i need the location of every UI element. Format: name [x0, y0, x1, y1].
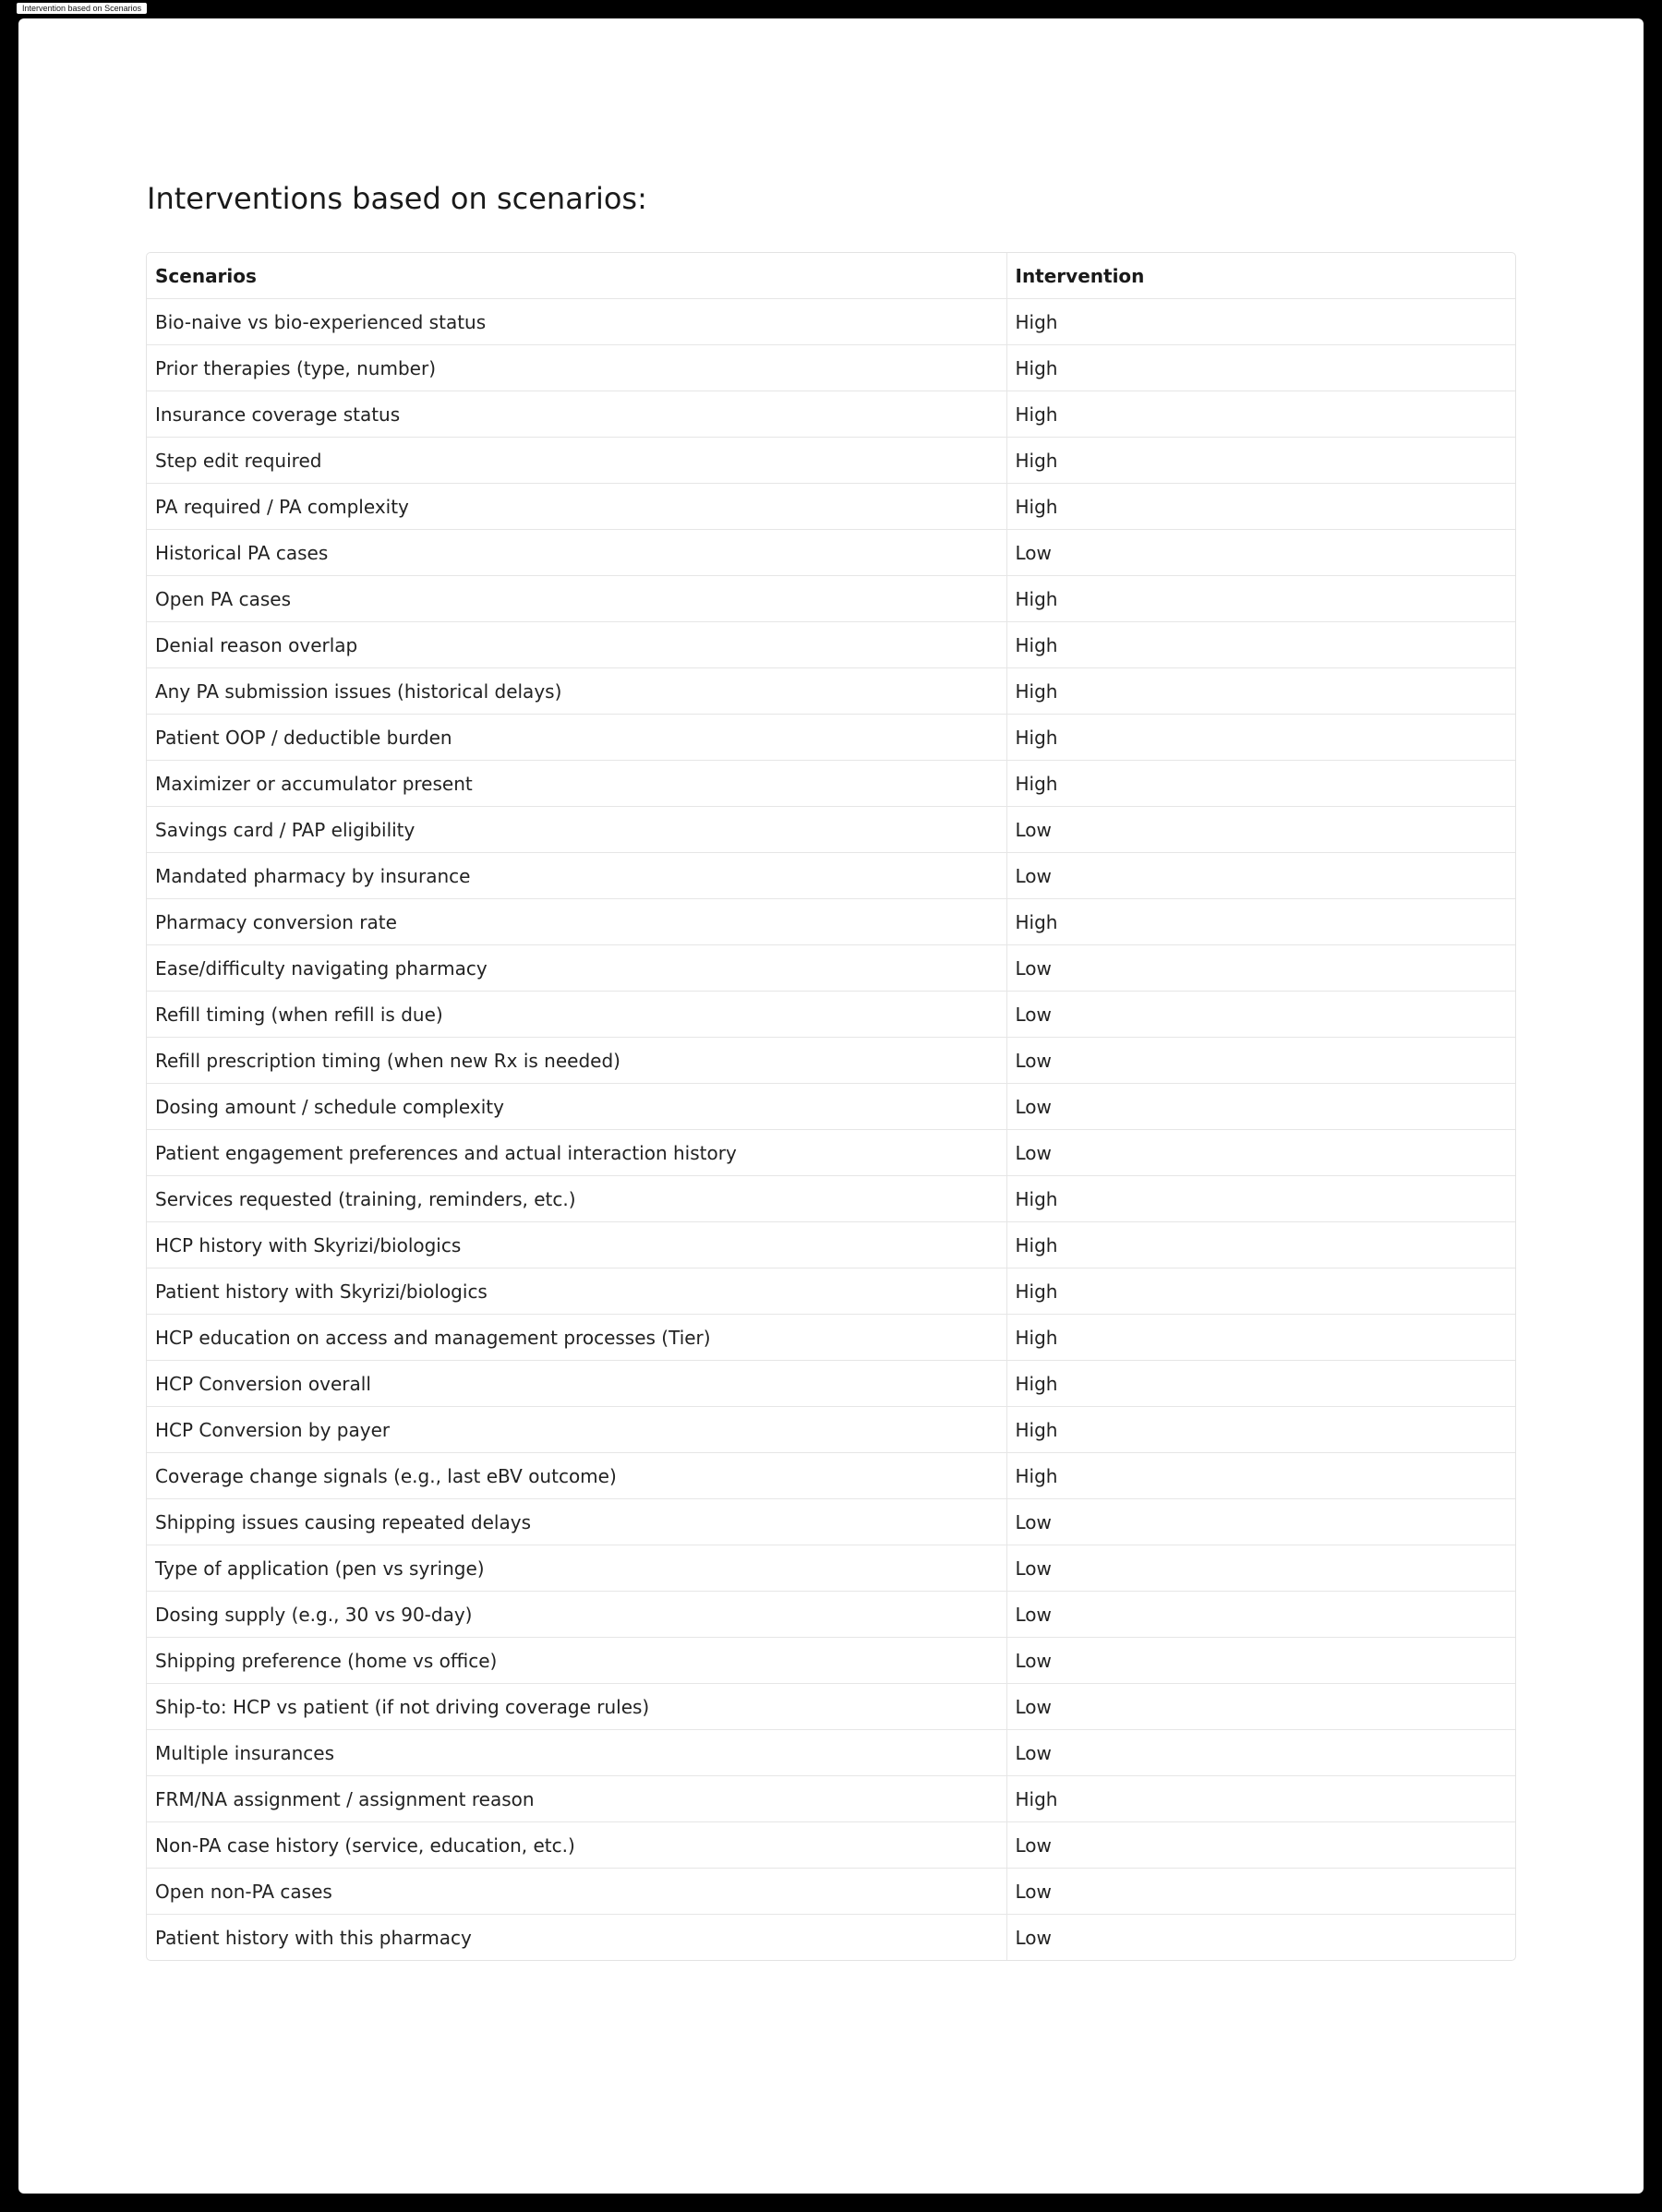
- table-row: [147, 1084, 1515, 1130]
- table-header-row: [147, 253, 1515, 299]
- intervention-cell: High: [1006, 622, 1515, 668]
- intervention-cell: Low: [1006, 992, 1515, 1038]
- window-tab[interactable]: Intervention based on Scenarios: [17, 3, 147, 14]
- scenario-cell: Denial reason overlap: [147, 622, 1006, 668]
- table-row: [147, 761, 1515, 807]
- intervention-cell: High: [1006, 761, 1515, 807]
- scenario-cell: Multiple insurances: [147, 1730, 1006, 1776]
- table-row: [147, 1222, 1515, 1268]
- scenario-cell: Step edit required: [147, 438, 1006, 484]
- intervention-cell: High: [1006, 1776, 1515, 1822]
- scenario-cell: Mandated pharmacy by insurance: [147, 853, 1006, 899]
- table-row: [147, 576, 1515, 622]
- table-row: [147, 391, 1515, 438]
- scenario-cell: Shipping issues causing repeated delays: [147, 1499, 1006, 1545]
- header-intervention: Intervention: [1006, 253, 1515, 299]
- scenarios-table-container: [146, 252, 1516, 1961]
- header-scenarios: Scenarios: [147, 253, 1006, 299]
- scenario-cell: Any PA submission issues (historical delays): [147, 668, 1006, 715]
- intervention-cell: High: [1006, 1315, 1515, 1361]
- scenario-cell: Open non-PA cases: [147, 1869, 1006, 1915]
- table-row: [147, 1822, 1515, 1869]
- intervention-cell: Low: [1006, 853, 1515, 899]
- scenario-cell: Dosing supply (e.g., 30 vs 90-day): [147, 1592, 1006, 1638]
- intervention-cell: High: [1006, 299, 1515, 345]
- table-row: [147, 1776, 1515, 1822]
- scenario-cell: Refill timing (when refill is due): [147, 992, 1006, 1038]
- intervention-cell: Low: [1015, 1926, 1052, 1949]
- scenario-cell: Services requested (training, reminders, etc.): [147, 1176, 1006, 1222]
- scenario-cell: Shipping preference (home vs office): [147, 1638, 1006, 1684]
- intervention-cell: High: [1006, 1453, 1515, 1499]
- intervention-cell: High: [1006, 668, 1515, 715]
- table-row: [147, 899, 1515, 945]
- scenario-cell: PA required / PA complexity: [147, 484, 1006, 530]
- table-row: [147, 715, 1515, 761]
- table-row: [147, 1499, 1515, 1545]
- intervention-cell: Low: [1006, 1130, 1515, 1176]
- intervention-cell: Low: [1006, 1545, 1515, 1592]
- intervention-cell: Low: [1006, 1038, 1515, 1084]
- intervention-cell: High: [1006, 1222, 1515, 1268]
- scenario-cell: Ship-to: HCP vs patient (if not driving coverage rules): [147, 1684, 1006, 1730]
- scenario-cell: Bio-naive vs bio-experienced status: [147, 299, 1006, 345]
- intervention-cell: High: [1006, 484, 1515, 530]
- intervention-cell: Low: [1006, 1638, 1515, 1684]
- scenario-cell: Refill prescription timing (when new Rx is needed): [147, 1038, 1006, 1084]
- intervention-cell: High: [1006, 1361, 1515, 1407]
- table-row: [147, 438, 1515, 484]
- intervention-cell: High: [1006, 1268, 1515, 1315]
- intervention-cell: Low: [1006, 1869, 1515, 1915]
- scenario-cell: Non-PA case history (service, education, etc.): [147, 1822, 1006, 1869]
- intervention-cell: High: [1006, 715, 1515, 761]
- scenario-cell: HCP history with Skyrizi/biologics: [147, 1222, 1006, 1268]
- document-frame: [18, 18, 1644, 2194]
- intervention-cell: Low: [1006, 1684, 1515, 1730]
- intervention-cell: High: [1006, 1176, 1515, 1222]
- intervention-cell: Low: [1006, 1592, 1515, 1638]
- table-row: [147, 1915, 1515, 1961]
- table-row: [147, 668, 1515, 715]
- intervention-cell: Low: [1006, 1499, 1515, 1545]
- table-row: [147, 1130, 1515, 1176]
- table-row: [147, 530, 1515, 576]
- table-row: [147, 1592, 1515, 1638]
- scenario-cell: Maximizer or accumulator present: [147, 761, 1006, 807]
- table-row: [147, 1176, 1515, 1222]
- table-row: [147, 945, 1515, 992]
- table-row: [147, 807, 1515, 853]
- table-row: [147, 992, 1515, 1038]
- scenario-cell: Patient engagement preferences and actual interaction history: [147, 1130, 1006, 1176]
- table-row: [147, 1684, 1515, 1730]
- scenario-cell: Coverage change signals (e.g., last eBV outcome): [147, 1453, 1006, 1499]
- table-row: [147, 1407, 1515, 1453]
- table-row: [147, 1315, 1515, 1361]
- table-row: [147, 1038, 1515, 1084]
- page-title: Interventions based on scenarios:: [147, 181, 647, 216]
- table-body: [147, 299, 1515, 1961]
- scenario-cell: Insurance coverage status: [147, 391, 1006, 438]
- intervention-cell: Low: [1006, 807, 1515, 853]
- scenario-cell: Savings card / PAP eligibility: [147, 807, 1006, 853]
- intervention-cell: Low: [1006, 1822, 1515, 1869]
- intervention-cell: Low: [1006, 530, 1515, 576]
- scenario-cell: Patient history with this pharmacy: [147, 1915, 1006, 1961]
- table-row: [147, 1545, 1515, 1592]
- scenario-cell: Open PA cases: [147, 576, 1006, 622]
- scenario-cell: HCP Conversion overall: [147, 1361, 1006, 1407]
- intervention-cell: Low: [1006, 1084, 1515, 1130]
- table-row: [147, 622, 1515, 668]
- table-row: [147, 299, 1515, 345]
- scenario-cell: HCP education on access and management processes (Tier): [147, 1315, 1006, 1361]
- scenario-cell: Patient history with Skyrizi/biologics: [147, 1268, 1006, 1315]
- table-row: [147, 1453, 1515, 1499]
- scenario-cell: Prior therapies (type, number): [147, 345, 1006, 391]
- table-row: [147, 345, 1515, 391]
- table-row: [147, 1361, 1515, 1407]
- scenario-cell: Patient OOP / deductible burden: [147, 715, 1006, 761]
- intervention-cell: High: [1006, 899, 1515, 945]
- intervention-cell: High: [1006, 1407, 1515, 1453]
- scenario-cell: Ease/difficulty navigating pharmacy: [147, 945, 1006, 992]
- table-row: [147, 484, 1515, 530]
- scenario-cell: Historical PA cases: [147, 530, 1006, 576]
- table-row: [147, 1869, 1515, 1915]
- table-row: [147, 1638, 1515, 1684]
- table-row: [147, 853, 1515, 899]
- intervention-cell: High: [1006, 576, 1515, 622]
- scenario-cell: HCP Conversion by payer: [147, 1407, 1006, 1453]
- scenario-cell: Type of application (pen vs syringe): [147, 1545, 1006, 1592]
- intervention-cell: Low: [1006, 1730, 1515, 1776]
- table-row: [147, 1730, 1515, 1776]
- scenario-cell: FRM/NA assignment / assignment reason: [147, 1776, 1006, 1822]
- intervention-cell: High: [1006, 345, 1515, 391]
- scenario-cell: Dosing amount / schedule complexity: [147, 1084, 1006, 1130]
- table-row: [147, 1268, 1515, 1315]
- scenarios-table: [147, 253, 1515, 1960]
- intervention-cell: High: [1006, 391, 1515, 438]
- scenario-cell: Pharmacy conversion rate: [147, 899, 1006, 945]
- intervention-cell: High: [1006, 438, 1515, 484]
- intervention-cell: Low: [1006, 945, 1515, 992]
